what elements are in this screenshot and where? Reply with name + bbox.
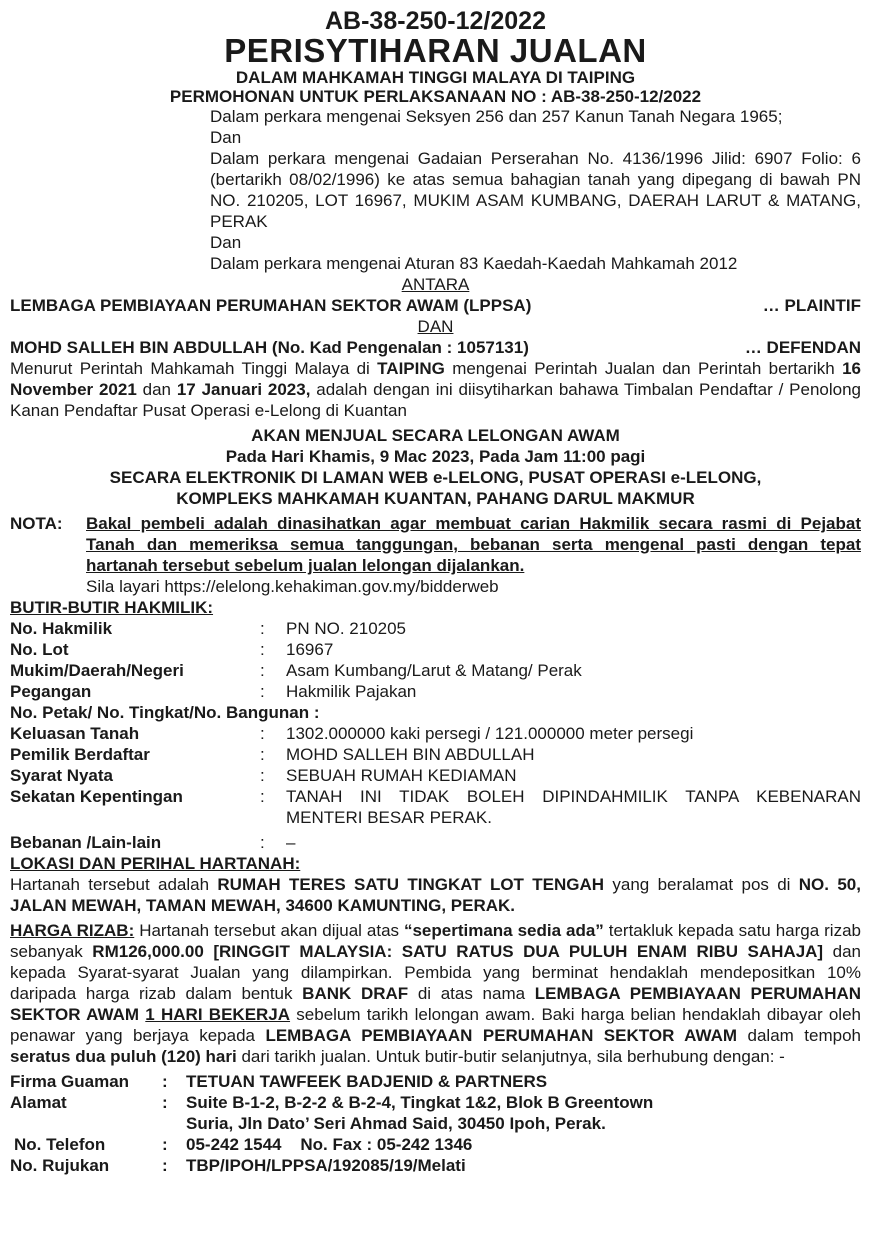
detail-row-sekatan xyxy=(10,786,861,828)
detail-row-petak: No. Petak/ No. Tingkat/No. Bangunan : xyxy=(10,703,320,722)
contact-colon: : xyxy=(162,1135,168,1154)
document-title: PERISYTIHARAN JUALAN xyxy=(224,32,647,69)
reserve-asis: “sepertimana sedia ada” xyxy=(403,921,604,940)
reserve-text: tertakluk kepada satu harga rizab sebanyak xyxy=(10,921,861,961)
reserve-amount: RM126,000.00 [RINGGIT MALAYSIA: SATU RATUS DUA PULUH ENAM RIBU SAHAJA] xyxy=(92,942,824,961)
detail-label: Keluasan Tanah xyxy=(10,724,140,743)
contact-value: 05-242 1544 No. Fax : 05-242 1346 xyxy=(186,1135,473,1154)
detail-value: Hakmilik Pajakan xyxy=(286,682,417,701)
nota-visit-link: Sila layari https://elelong.kehakiman.gov.my/bidderweb xyxy=(86,577,499,596)
auction-block xyxy=(10,425,861,509)
nota-block xyxy=(10,513,861,597)
order-text: dan xyxy=(136,380,177,399)
reserve-heading: HARGA RIZAB: xyxy=(10,921,135,940)
location-text: Hartanah tersebut adalah xyxy=(10,875,218,894)
title-details-heading: BUTIR-BUTIR HAKMILIK: xyxy=(10,598,214,617)
matter-line: Dan xyxy=(210,128,242,147)
contact-colon: : xyxy=(162,1156,168,1175)
plaintiff-row xyxy=(10,295,861,316)
reserve-text: di atas nama xyxy=(408,984,535,1003)
reserve-period: seratus dua puluh (120) hari xyxy=(10,1047,237,1066)
detail-colon: : xyxy=(260,640,265,659)
order-text: mengenai Perintah Jualan dan Perintah bertarikh xyxy=(444,359,843,378)
detail-label: No. Hakmilik xyxy=(10,619,113,638)
reserve-text: dari tarikh jualan. Untuk butir-butir selanjutnya, sila berhubung dengan: - xyxy=(236,1047,785,1066)
detail-label: Sekatan Kepentingan xyxy=(10,787,183,806)
auction-line: KOMPLEKS MAHKAMAH KUANTAN, PAHANG DARUL MAKMUR xyxy=(176,489,695,508)
matter-line: Dalam perkara mengenai Gadaian Perserahan No. 4136/1996 Jilid: 6907 Folio: 6 (bertarikh 08/02/1996) ke atas semua bahagian tanah yang dipegang di bawah PN NO. 210205, LOT 16967, MUKIM ASAM KUMBANG, DAERAH LARUT & MATANG, PERAK xyxy=(210,149,861,231)
contact-row-firm xyxy=(10,1071,861,1092)
detail-value: Asam Kumbang/Larut & Matang/ Perak xyxy=(286,661,582,680)
detail-colon: : xyxy=(260,724,265,743)
detail-row-keluasan xyxy=(10,723,861,744)
detail-label: Mukim/Daerah/Negeri xyxy=(10,661,184,680)
nota-text: Bakal pembeli adalah dinasihatkan agar membuat carian Hakmilik secara rasmi di Pejabat Tanah dan memeriksa semua tanggungan, bebanan serta mengenal pasti dengan tepat hartanah tersebut sebelum jualan lelongan dijalankan. xyxy=(86,514,861,575)
order-text: Menurut Perintah Mahkamah Tinggi Malaya di xyxy=(10,359,378,378)
contact-address-line: Suite B-1-2, B-2-2 & B-2-4, Tingkat 1&2, Blok B Greentown xyxy=(186,1093,654,1112)
reserve-text: dan kepada Syarat-syarat Jualan yang dilampirkan. Pembida yang berminat hendaklah mendepositkan 10% daripada harga rizab dalam bentuk xyxy=(10,942,861,1003)
nota-label: NOTA: xyxy=(10,514,63,533)
detail-label: Syarat Nyata xyxy=(10,766,114,785)
detail-row-pemilik xyxy=(10,744,861,765)
detail-row-bebanan xyxy=(10,832,861,853)
contact-label: No. Rujukan xyxy=(10,1156,110,1175)
reserve-text: sebelum tarikh lelongan awam. Baki harga belian hendaklah dibayar oleh penawar yang berjaya kepada xyxy=(10,1005,861,1045)
and-label: DAN xyxy=(417,317,454,336)
case-number: AB-38-250-12/2022 xyxy=(325,7,546,35)
contact-label: Alamat xyxy=(10,1093,67,1112)
detail-label: Pemilik Berdaftar xyxy=(10,745,150,764)
matter-line: Dalam perkara mengenai Seksyen 256 dan 257 Kanun Tanah Negara 1965; xyxy=(210,107,783,126)
contact-colon: : xyxy=(162,1072,168,1091)
detail-colon: : xyxy=(260,766,265,785)
defendant-row xyxy=(10,337,861,358)
detail-value: PN NO. 210205 xyxy=(286,619,407,638)
detail-value: – xyxy=(286,833,296,852)
detail-value: 1302.000000 kaki persegi / 121.000000 meter persegi xyxy=(286,724,694,743)
between-label: ANTARA xyxy=(401,275,470,294)
contact-row-address xyxy=(10,1092,861,1134)
court-name: DALAM MAHKAMAH TINGGI MALAYA DI TAIPING xyxy=(235,68,636,87)
reserve-paragraph xyxy=(10,920,861,1067)
plaintiff-role: … PLAINTIF xyxy=(762,296,861,315)
order-place: TAIPING xyxy=(377,359,445,378)
detail-colon: : xyxy=(260,619,265,638)
plaintiff-name: LEMBAGA PEMBIAYAAN PERUMAHAN SEKTOR AWAM (LPPSA) xyxy=(10,296,532,315)
order-date-2: 17 Januari 2023, xyxy=(176,380,311,399)
detail-row-hakmilik xyxy=(10,618,861,639)
reserve-payee: LEMBAGA PEMBIAYAAN PERUMAHAN SEKTOR AWAM xyxy=(265,1026,738,1045)
detail-row-syarat xyxy=(10,765,861,786)
reserve-text: dalam tempoh xyxy=(737,1026,861,1045)
detail-colon: : xyxy=(260,661,265,680)
detail-row-pegangan xyxy=(10,681,861,702)
defendant-name: MOHD SALLEH BIN ABDULLAH (No. Kad Pengenalan : 1057131) xyxy=(10,338,529,357)
matter-line: Dan xyxy=(210,233,242,252)
contact-colon: : xyxy=(162,1093,168,1112)
detail-value: TANAH INI TIDAK BOLEH DIPINDAHMILIK TANPA KEBENARAN MENTERI BESAR PERAK. xyxy=(286,787,861,827)
order-paragraph xyxy=(10,358,861,421)
reserve-deadline: 1 HARI BEKERJA xyxy=(145,1005,291,1024)
contact-value: TETUAN TAWFEEK BADJENID & PARTNERS xyxy=(186,1072,548,1091)
detail-value: 16967 xyxy=(286,640,334,659)
detail-label: Pegangan xyxy=(10,682,92,701)
reserve-bank-draft: BANK DRAF xyxy=(302,984,409,1003)
detail-value: MOHD SALLEH BIN ABDULLAH xyxy=(286,745,535,764)
location-paragraph xyxy=(10,874,861,916)
detail-value: SEBUAH RUMAH KEDIAMAN xyxy=(286,766,517,785)
detail-label: Bebanan /Lain-lain xyxy=(10,833,162,852)
reserve-text: Hartanah tersebut akan dijual atas xyxy=(134,921,404,940)
reserve-payee: LEMBAGA PEMBIAYAAN PERUMAHAN SEKTOR AWAM xyxy=(10,984,862,1024)
detail-colon: : xyxy=(260,787,265,806)
auction-line: Pada Hari Khamis, 9 Mac 2023, Pada Jam 11:00 pagi xyxy=(225,447,646,466)
matters-block xyxy=(210,106,861,274)
detail-colon: : xyxy=(260,682,265,701)
detail-label: No. Lot xyxy=(10,640,69,659)
location-text: yang beralamat pos di xyxy=(604,875,799,894)
contact-row-ref xyxy=(10,1155,861,1176)
property-address: NO. 50, JALAN MEWAH, TAMAN MEWAH, 34600 KAMUNTING, PERAK. xyxy=(10,875,861,915)
order-date-1: 16 November 2021 xyxy=(10,359,862,399)
auction-line: SECARA ELEKTRONIK DI LAMAN WEB e-LELONG, PUSAT OPERASI e-LELONG, xyxy=(109,468,762,487)
contact-label: No. Telefon xyxy=(14,1135,106,1154)
contact-value: TBP/IPOH/LPPSA/192085/19/Melati xyxy=(186,1156,466,1175)
defendant-role: … DEFENDAN xyxy=(744,338,861,357)
property-type: RUMAH TERES SATU TINGKAT LOT TENGAH xyxy=(217,875,605,894)
application-number: PERMOHONAN UNTUK PERLAKSANAAN NO : AB-38-250-12/2022 xyxy=(169,87,702,106)
contact-address-line: Suria, Jln Dato’ Seri Ahmad Said, 30450 Ipoh, Perak. xyxy=(186,1114,606,1133)
contact-row-phone xyxy=(10,1134,861,1155)
contact-label: Firma Guaman xyxy=(10,1072,130,1091)
detail-colon: : xyxy=(260,745,265,764)
detail-colon: : xyxy=(260,833,265,852)
detail-row-mukim xyxy=(10,660,861,681)
order-text: adalah dengan ini diisytiharkan bahawa Timbalan Pendaftar / Penolong Kanan Pendaftar Pusat Operasi e-Lelong di Kuantan xyxy=(10,380,861,420)
location-heading: LOKASI DAN PERIHAL HARTANAH: xyxy=(10,854,301,873)
detail-row-lot xyxy=(10,639,861,660)
auction-line: AKAN MENJUAL SECARA LELONGAN AWAM xyxy=(251,426,620,445)
matter-line: Dalam perkara mengenai Aturan 83 Kaedah-Kaedah Mahkamah 2012 xyxy=(210,254,738,273)
